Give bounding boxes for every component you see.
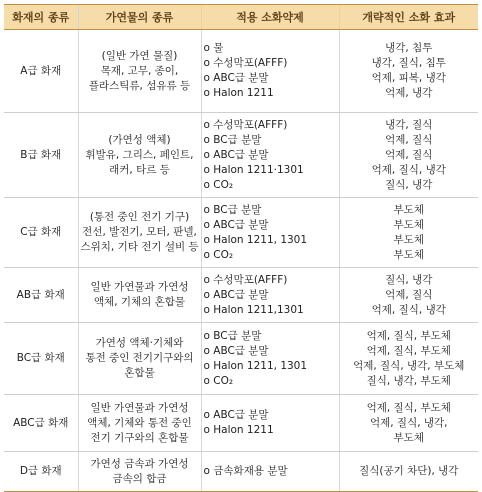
- material-line: (통전 중인 전기 기구): [89, 211, 190, 223]
- materials-cell: [78, 323, 201, 395]
- agent-item: o CO₂: [203, 374, 234, 387]
- effects-cell: [339, 323, 478, 395]
- effect-item: 억제, 질식: [385, 288, 433, 301]
- agent-item: o CO₂: [203, 178, 234, 191]
- agents-cell: [201, 113, 339, 198]
- agent-item: o 금속화재용 분말: [203, 465, 288, 477]
- agent-item: o Halon 1211, 1301: [203, 359, 308, 372]
- effect-item: 질식, 냉각, 부도체: [366, 374, 451, 387]
- materials-cell: [78, 198, 201, 268]
- agents-cell: [201, 452, 339, 492]
- agent-item: o CO₂: [203, 248, 234, 261]
- effect-item: 질식, 냉각: [385, 273, 433, 286]
- effect-item: 냉각, 질식, 침투: [371, 57, 446, 69]
- material-line: (일반 가연 물질): [101, 49, 178, 62]
- agent-item: o ABC급 분말: [203, 72, 269, 84]
- material-line: 가연성 액체·기체와: [95, 337, 184, 349]
- agent-item: o Halon 1211·1301: [203, 163, 304, 176]
- material-line: 일반 가연물과 가연성: [90, 281, 189, 293]
- table-row: [4, 323, 478, 395]
- agent-item: o ABC급 분말: [203, 218, 269, 231]
- materials-cell: [78, 452, 201, 492]
- material-line: 일반 가연물과 가연성: [90, 401, 189, 414]
- table-row: [4, 198, 478, 268]
- fire-extinguishing-table: [4, 4, 478, 492]
- agent-item: o ABC급 분말: [203, 148, 269, 161]
- agent-item: o BC급 분말: [203, 329, 262, 342]
- material-line: 액체, 기체와 통전 중인: [87, 416, 192, 429]
- material-line: 스위치, 기타 전기 설비 등: [80, 241, 199, 253]
- agent-item: o ABC급 분말: [203, 409, 269, 421]
- agents-cell: [201, 323, 339, 395]
- table-row: [4, 395, 478, 452]
- agent-item: o BC급 분말: [203, 133, 262, 146]
- agent-item: o Halon 1211,1301: [203, 303, 304, 316]
- fire-class-cell: B급 화재: [4, 113, 78, 198]
- table-row: [4, 113, 478, 198]
- effect-item: 억제, 질식, 부도체: [366, 329, 451, 342]
- effects-cell: [339, 268, 478, 323]
- effect-item: 부도체: [393, 431, 424, 444]
- agent-item: o ABC급 분말: [203, 344, 269, 357]
- agent-item: o 수성막포(AFFF): [203, 273, 288, 286]
- fire-class-cell: BC급 화재: [4, 323, 78, 395]
- effect-item: 질식(공기 차단), 냉각: [359, 465, 459, 477]
- material-line: 래커, 타르 등: [109, 163, 170, 176]
- material-line: (가연성 액체): [108, 133, 171, 146]
- effect-item: 냉각, 질식: [385, 118, 433, 131]
- effect-item: 억제, 질식: [385, 133, 433, 146]
- agents-cell: [201, 198, 339, 268]
- effects-cell: [339, 113, 478, 198]
- effects-cell: [339, 452, 478, 492]
- effects-cell: [339, 395, 478, 452]
- header-fire-class: 화재의 종류: [4, 5, 78, 30]
- table-row: [4, 268, 478, 323]
- header-effects: 개략적인 소화 효과: [339, 5, 478, 30]
- header-row: [4, 5, 478, 30]
- fire-class-cell: D급 화재: [4, 452, 78, 492]
- effects-cell: [339, 30, 478, 113]
- agent-item: o ABC급 분말: [203, 288, 269, 301]
- effect-item: 부도체: [393, 248, 424, 261]
- agent-item: o Halon 1211, 1301: [203, 233, 308, 246]
- material-line: 휘발유, 그리스, 페인트,: [85, 148, 194, 161]
- material-line: 전기 기구와의 혼합물: [90, 431, 189, 444]
- materials-cell: [78, 30, 201, 113]
- material-line: 혼합물: [124, 367, 155, 379]
- effect-item: 억제, 질식, 냉각, 부도체: [353, 359, 465, 372]
- effect-item: 억제, 냉각: [385, 87, 433, 99]
- effect-item: 억제, 질식, 부도체: [366, 401, 451, 414]
- materials-cell: [78, 113, 201, 198]
- materials-cell: [78, 395, 201, 452]
- material-line: 플라스틱류, 섬유류 등: [88, 79, 191, 92]
- effect-item: 부도체: [393, 233, 424, 246]
- fire-class-cell: C급 화재: [4, 198, 78, 268]
- fire-class-cell: AB급 화재: [4, 268, 78, 323]
- table-row: [4, 30, 478, 113]
- fire-class-cell: A급 화재: [4, 30, 78, 113]
- header-materials: 가연물의 종류: [78, 5, 201, 30]
- effect-item: 부도체: [393, 218, 424, 231]
- effect-item: 질식, 냉각: [385, 178, 433, 191]
- agent-item: o 물: [203, 42, 224, 54]
- agent-item: o Halon 1211: [203, 87, 274, 99]
- effect-item: 억제, 피복, 냉각: [371, 72, 446, 84]
- material-line: 가연성 금속과 가연성: [90, 457, 189, 470]
- agents-cell: [201, 30, 339, 113]
- agent-item: o BC급 분말: [203, 203, 262, 216]
- fire-class-cell: ABC급 화재: [4, 395, 78, 452]
- effect-item: 냉각, 침투: [385, 42, 433, 54]
- agent-item: o 수성막포(AFFF): [203, 118, 288, 131]
- material-line: 액체, 기체의 혼합물: [93, 296, 186, 308]
- table-row: [4, 452, 478, 492]
- effects-cell: [339, 198, 478, 268]
- agents-cell: [201, 268, 339, 323]
- effect-item: 억제, 질식, 부도체: [366, 344, 451, 357]
- effect-item: 억제, 질식, 냉각,: [369, 416, 448, 429]
- material-line: 목재, 고무, 종이,: [100, 64, 179, 77]
- material-line: 통전 중인 전기기구와의: [85, 352, 194, 364]
- agent-item: o 수성막포(AFFF): [203, 57, 288, 69]
- effect-item: 억제, 질식, 냉각: [371, 303, 446, 316]
- header-agents: 적용 소화약제: [201, 5, 339, 30]
- effect-item: 억제, 질식: [385, 148, 433, 161]
- effect-item: 억제, 질식, 냉각: [371, 163, 446, 176]
- material-line: 금속의 합금: [112, 472, 167, 485]
- agents-cell: [201, 395, 339, 452]
- materials-cell: [78, 268, 201, 323]
- material-line: 전선, 발전기, 모터, 판넬,: [82, 226, 197, 238]
- effect-item: 부도체: [393, 203, 424, 216]
- agent-item: o Halon 1211: [203, 424, 274, 436]
